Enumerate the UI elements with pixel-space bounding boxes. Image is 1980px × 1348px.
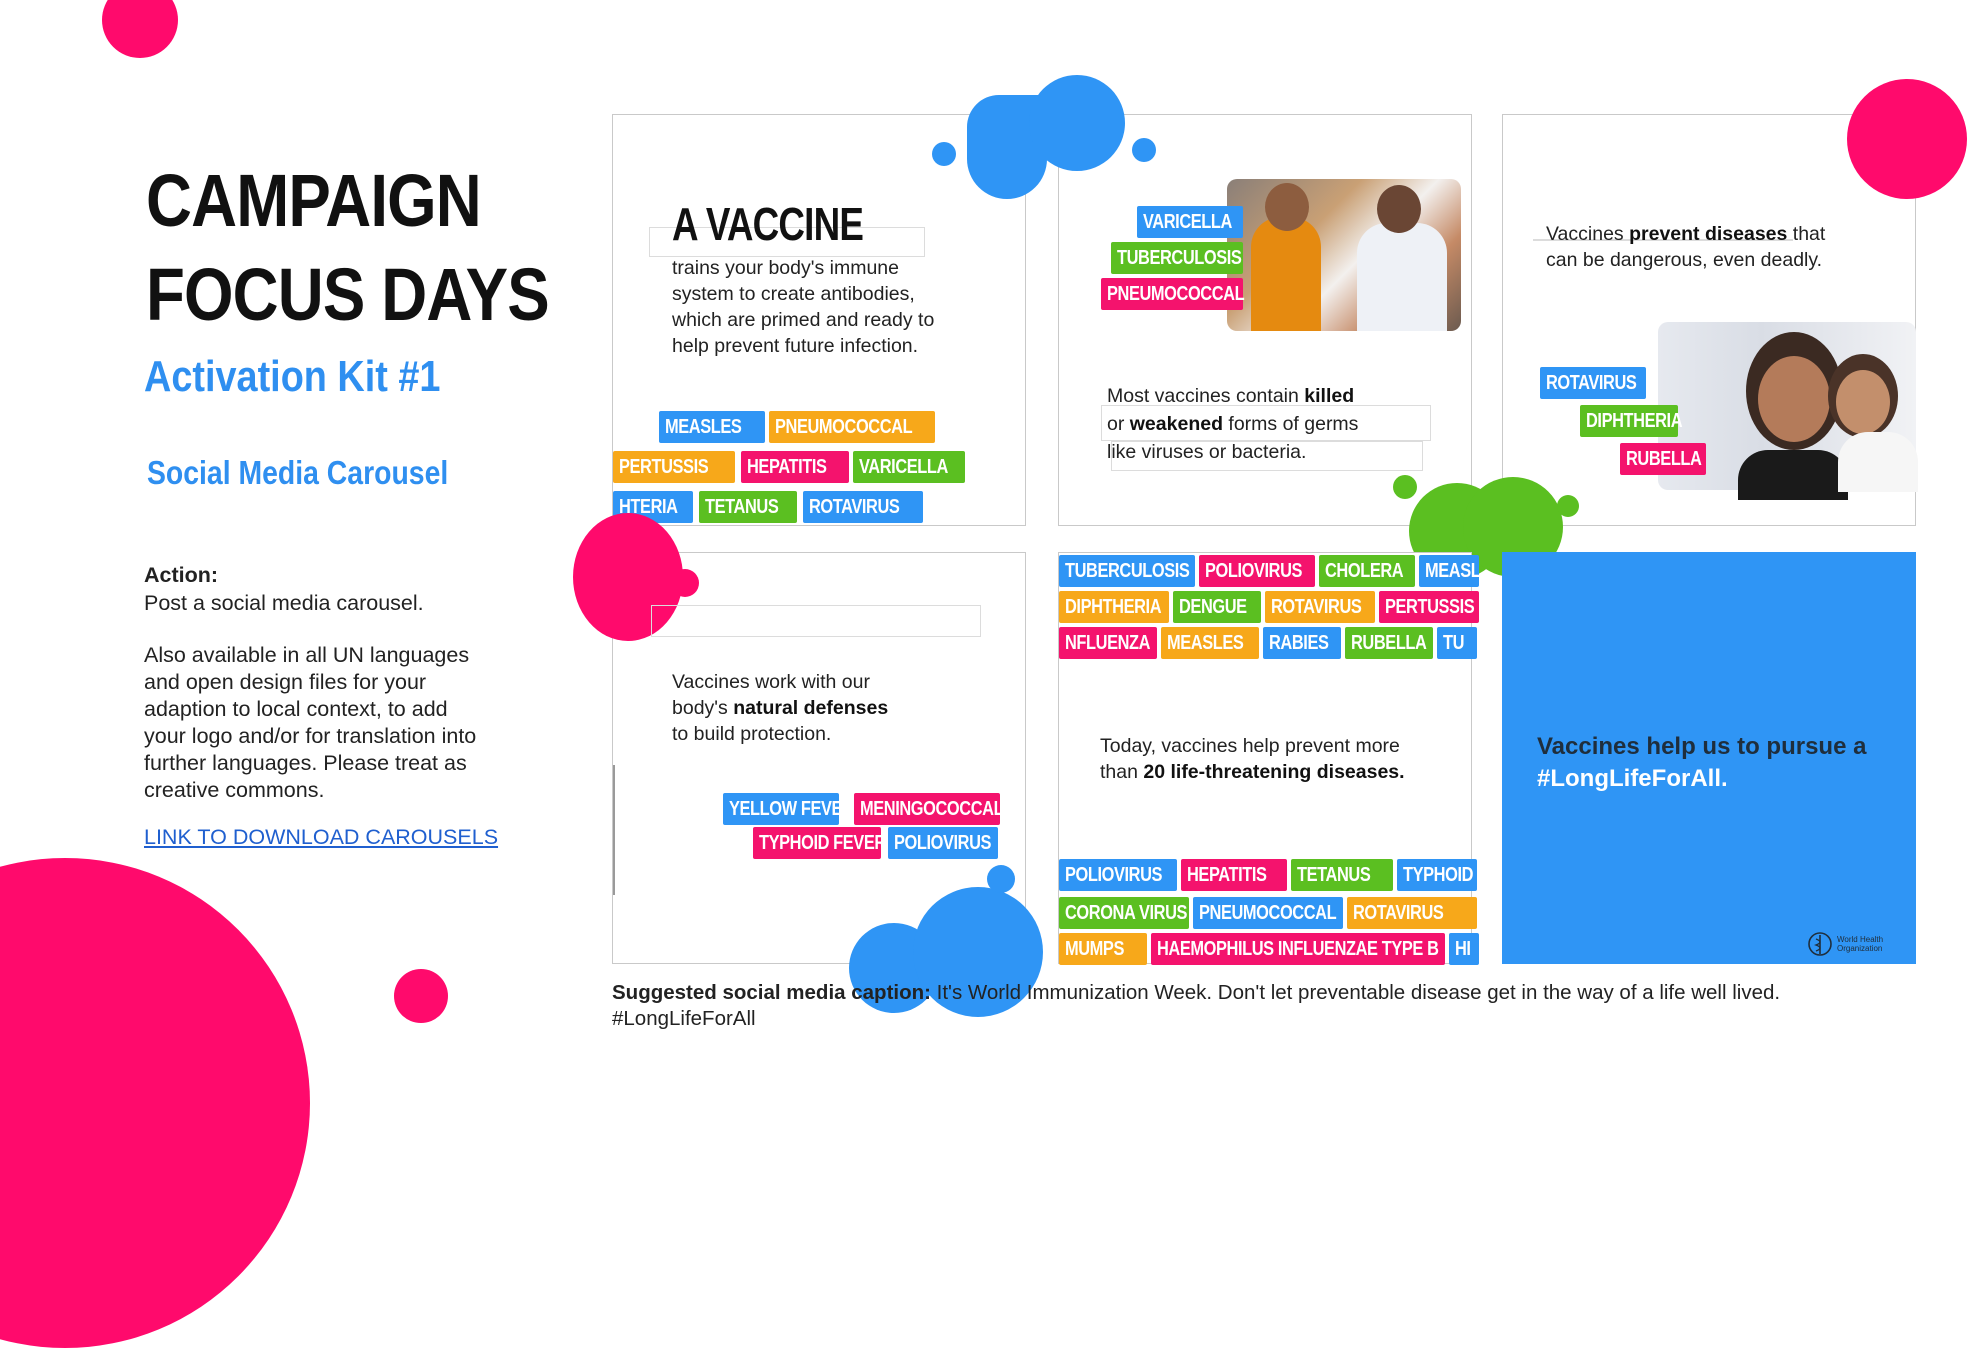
page-title-line2: FOCUS DAYS bbox=[146, 253, 549, 336]
disease-tag: PNEUMOCOCCAL bbox=[1101, 278, 1243, 310]
disease-tag: POLIOVIRUS bbox=[1199, 555, 1315, 587]
disease-tag: PNEUMOCOCCAL bbox=[769, 411, 935, 443]
availability-line: adaption to local context, to add bbox=[144, 697, 448, 721]
availability-line: and open design files for your bbox=[144, 670, 427, 694]
availability-line: further languages. Please treat as bbox=[144, 751, 467, 775]
disease-tag: POLIOVIRUS bbox=[1059, 859, 1177, 891]
availability-line: creative commons. bbox=[144, 778, 325, 802]
photo-figure bbox=[1251, 217, 1321, 331]
photo-figure bbox=[1357, 223, 1447, 331]
disease-tag: HEPATITIS bbox=[1181, 859, 1287, 891]
card-text-line: help prevent future infection. bbox=[672, 335, 919, 357]
decor-circle bbox=[1393, 475, 1417, 499]
download-carousels-link[interactable]: LINK TO DOWNLOAD CAROUSELS bbox=[144, 825, 499, 849]
decor-circle-bottom-left bbox=[0, 858, 310, 1348]
card-text-line: Most vaccines contain killed bbox=[1107, 385, 1355, 407]
disease-tag: HI bbox=[1449, 933, 1479, 965]
disease-tag: ROTAVIRUS bbox=[1540, 367, 1646, 399]
who-emblem-icon bbox=[1807, 931, 1833, 957]
photo-figure bbox=[1377, 185, 1421, 233]
photo-figure bbox=[1738, 450, 1848, 500]
vaccination-photo bbox=[1227, 179, 1461, 331]
disease-tag: CORONA VIRUS bbox=[1059, 897, 1189, 929]
disease-tag: POLIOVIRUS bbox=[888, 827, 998, 859]
card-text-line: Vaccines work with our bbox=[672, 671, 870, 693]
disease-tag: MEASLES bbox=[659, 411, 765, 443]
carousel-card-6 bbox=[1502, 552, 1916, 964]
photo-figure bbox=[1265, 183, 1309, 231]
disease-tag: HAEMOPHILUS INFLUENZAE TYPE B bbox=[1151, 933, 1445, 965]
disease-tag: NFLUENZA bbox=[1059, 627, 1157, 659]
card-text-line: system to create antibodies, bbox=[672, 283, 915, 305]
disease-tag: PERTUSSIS bbox=[1379, 591, 1479, 623]
decor-circle bbox=[1557, 495, 1579, 517]
card-text-line: Vaccines prevent diseases that bbox=[1546, 223, 1826, 245]
card-text-line: body's natural defenses bbox=[672, 697, 889, 719]
availability-line: your logo and/or for translation into bbox=[144, 724, 477, 748]
disease-tag: ROTAVIRUS bbox=[1265, 591, 1375, 623]
disease-tag: MEASL bbox=[1419, 555, 1479, 587]
decor-circle bbox=[1132, 138, 1156, 162]
card6-line: Vaccines help us to pursue a bbox=[1537, 733, 1867, 760]
suggested-caption bbox=[612, 980, 1912, 1032]
disease-tag: VARICELLA bbox=[1137, 206, 1243, 238]
card-text-line: Today, vaccines help prevent more bbox=[1100, 735, 1400, 757]
disease-tag: ROTAVIRUS bbox=[803, 491, 923, 523]
availability-line: Also available in all UN languages bbox=[144, 643, 470, 667]
card-text bbox=[1100, 733, 1405, 785]
section-subtitle: Social Media Carousel bbox=[147, 454, 449, 491]
photo-figure bbox=[1838, 432, 1918, 492]
disease-tag: TYPHOID bbox=[1397, 859, 1477, 891]
carousel-card-2 bbox=[1058, 114, 1472, 526]
card-heading: A VACCINE bbox=[672, 198, 864, 250]
card-text-line: which are primed and ready to bbox=[672, 309, 935, 331]
caption-line bbox=[612, 980, 1912, 1006]
disease-tag: RUBELLA bbox=[1620, 443, 1706, 475]
disease-tag: VARICELLA bbox=[853, 451, 965, 483]
disease-tag: TETANUS bbox=[699, 491, 797, 523]
decor-circle bbox=[671, 569, 699, 597]
disease-tag: MENINGOCOCCAL bbox=[854, 793, 1000, 825]
decor-circle bbox=[1029, 75, 1125, 171]
disease-tag: PERTUSSIS bbox=[613, 451, 735, 483]
card-text bbox=[672, 669, 888, 747]
caption-hashtag: #LongLifeForAll bbox=[612, 1007, 756, 1030]
caption-label: Suggested social media caption: bbox=[612, 981, 931, 1004]
card-text-line: than 20 life-threatening diseases. bbox=[1100, 761, 1405, 783]
disease-tag: TU bbox=[1437, 627, 1477, 659]
disease-tag: TUBERCULOSIS bbox=[1059, 555, 1195, 587]
disease-tag: ROTAVIRUS bbox=[1347, 897, 1477, 929]
disease-tag: RUBELLA bbox=[1345, 627, 1433, 659]
who-logo bbox=[1807, 931, 1883, 957]
card-text-line: can be dangerous, even deadly. bbox=[1546, 249, 1823, 271]
decor-circle bbox=[987, 865, 1015, 893]
card-text-line: like viruses or bacteria. bbox=[1107, 441, 1307, 463]
card6-message bbox=[1537, 731, 1866, 795]
carousel-card-3 bbox=[1502, 114, 1916, 526]
photo-figure bbox=[1758, 356, 1830, 442]
decor-circle bbox=[932, 142, 956, 166]
action-text: Post a social media carousel. bbox=[144, 591, 424, 615]
carousel-card-1 bbox=[612, 114, 1026, 526]
photo-figure bbox=[1836, 370, 1890, 434]
who-logo-line: World Health bbox=[1837, 935, 1884, 944]
disease-tag: TETANUS bbox=[1291, 859, 1393, 891]
card-text-line: trains your body's immune bbox=[672, 257, 899, 279]
carousel-card-4 bbox=[612, 552, 1026, 964]
disease-tag: CHOLERA bbox=[1319, 555, 1415, 587]
action-label: Action: bbox=[144, 563, 219, 587]
text-frame bbox=[651, 605, 981, 637]
caption-text: It's World Immunization Week. Don't let preventable disease get in the way of a life well lived. bbox=[930, 981, 1781, 1004]
decor-circle bbox=[1847, 79, 1967, 199]
availability-text bbox=[144, 642, 476, 804]
page-title-line1: CAMPAIGN bbox=[146, 159, 481, 242]
disease-tag: MEASLES bbox=[1161, 627, 1259, 659]
decor-circle-small bbox=[394, 969, 448, 1023]
who-logo-text bbox=[1837, 935, 1883, 953]
card-text-line: or weakened forms of germs bbox=[1107, 413, 1359, 435]
disease-tag: MUMPS bbox=[1059, 933, 1147, 965]
disease-tag: PNEUMOCOCCAL bbox=[1193, 897, 1343, 929]
disease-tag: TUBERCULOSIS bbox=[1111, 242, 1243, 274]
decor-circle-top bbox=[102, 0, 178, 58]
disease-tag: HEPATITIS bbox=[741, 451, 849, 483]
disease-tag: TYPHOID FEVER bbox=[753, 827, 881, 859]
card-text bbox=[1546, 221, 1825, 273]
text-frame bbox=[613, 765, 615, 895]
disease-tag: DIPHTHERIA bbox=[1580, 405, 1678, 437]
kit-label: Activation Kit #1 bbox=[144, 352, 441, 401]
card-text bbox=[1107, 383, 1358, 465]
card6-line: #LongLifeForAll. bbox=[1537, 765, 1728, 792]
card-text bbox=[672, 255, 934, 359]
disease-tag: HTERIA bbox=[613, 491, 693, 523]
carousel-card-5 bbox=[1058, 552, 1481, 964]
card-text-line: to build protection. bbox=[672, 723, 832, 745]
who-logo-line: Organization bbox=[1837, 944, 1883, 953]
disease-tag: RABIES bbox=[1263, 627, 1341, 659]
disease-tag: YELLOW FEVER bbox=[723, 793, 839, 825]
disease-tag: DENGUE bbox=[1173, 591, 1261, 623]
disease-tag: DIPHTHERIA bbox=[1059, 591, 1169, 623]
